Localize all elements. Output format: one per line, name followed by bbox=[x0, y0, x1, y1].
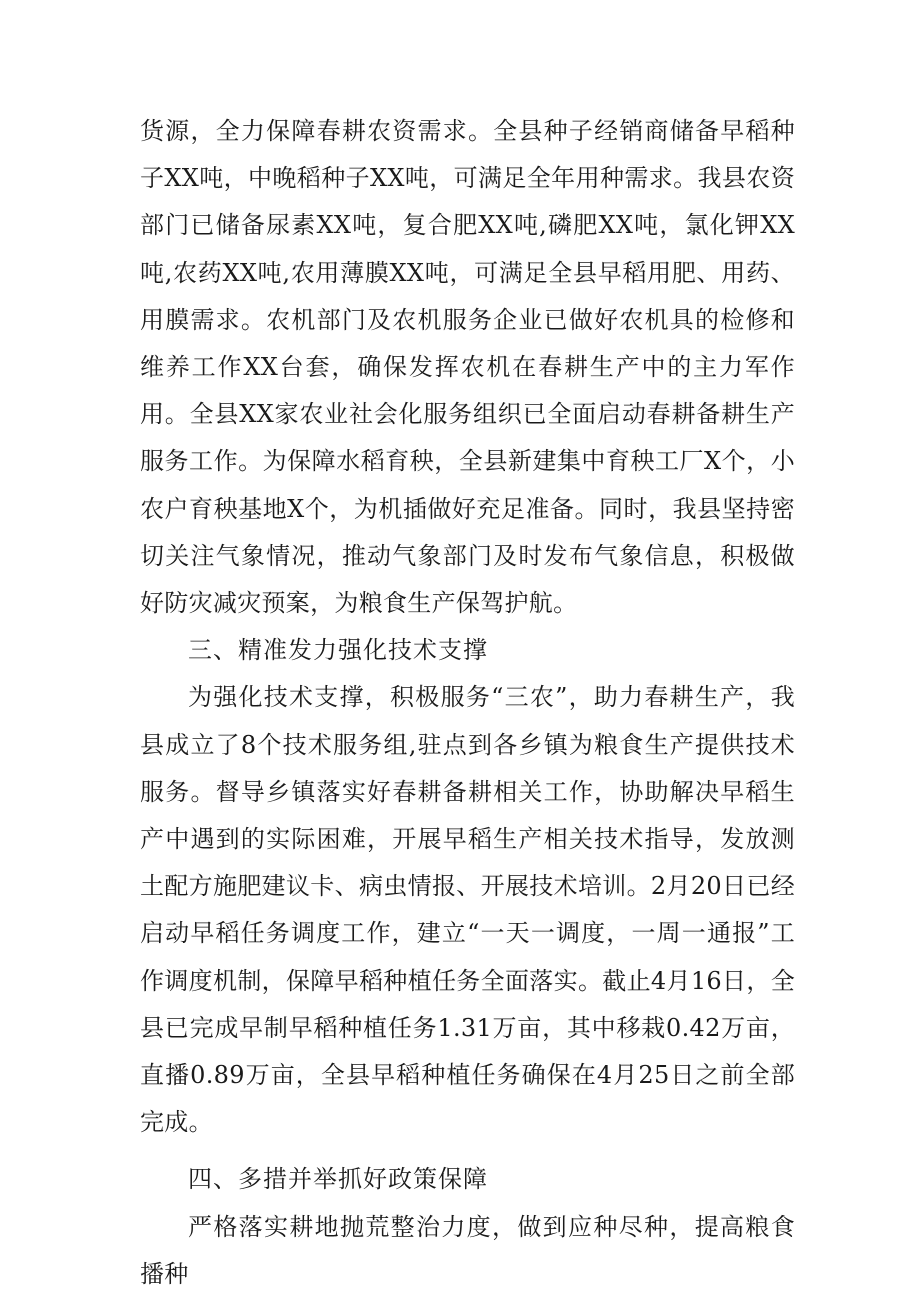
document-body bbox=[140, 108, 795, 1298]
section-heading-3: 三、精准发力强化技术支撑 bbox=[188, 636, 488, 665]
section-spacer bbox=[140, 1146, 795, 1156]
paragraph-technical-support: 为强化技术支撑，积极服务“三农”，助力春耕生产，我县成立了8个技术服务组,驻点到各乡镇为粮食生产提供技术服务。督导乡镇落实好春耕备耕相关工作，协助解决早稻生产中遇到的实际困难，开展早稻生产相关技术指导，发放测土配方施肥建议卡、病虫情报、开展技术培训。2月20日已经启动早稻任务调度工作，建立“一天一调度，一周一通报”工作调度机制，保障早稻种植任务全面落实。截止4月16日，全县已完成早制早稻种植任务1.31万亩，其中移栽0.42万亩，直播0.89万亩，全县早稻种植任务确保在4月25日之前全部完成。 bbox=[140, 683, 795, 1137]
section-heading-4: 四、多措并举抓好政策保障 bbox=[188, 1165, 488, 1194]
paragraph-continued: 货源，全力保障春耕农资需求。全县种子经销商储备早稻种子XX吨，中晚稻种子XX吨，可满足全年用种需求。我县农资部门已储备尿素XX吨，复合肥XX吨,磷肥XX吨，氯化钾XX吨,农药XX吨,农用薄膜XX吨，可满足全县早稻用肥、用药、用膜需求。农机部门及农机服务企业已做好农机具的检修和维养工作XX台套，确保发挥农机在春耕生产中的主力军作用。全县XX家农业社会化服务组织已全面启动春耕备耕生产服务工作。为保障水稻育秧，全县新建集中育秧工厂X个，小农户育秧基地X个，为机插做好充足准备。同时，我县坚持密切关注气象情况，推动气象部门及时发布气象信息，积极做好防灾减灾预案，为粮食生产保驾护航。 bbox=[140, 117, 795, 618]
paragraph-policy-support: 严格落实耕地抛荒整治力度，做到应种尽种，提高粮食播种 bbox=[140, 1212, 795, 1288]
